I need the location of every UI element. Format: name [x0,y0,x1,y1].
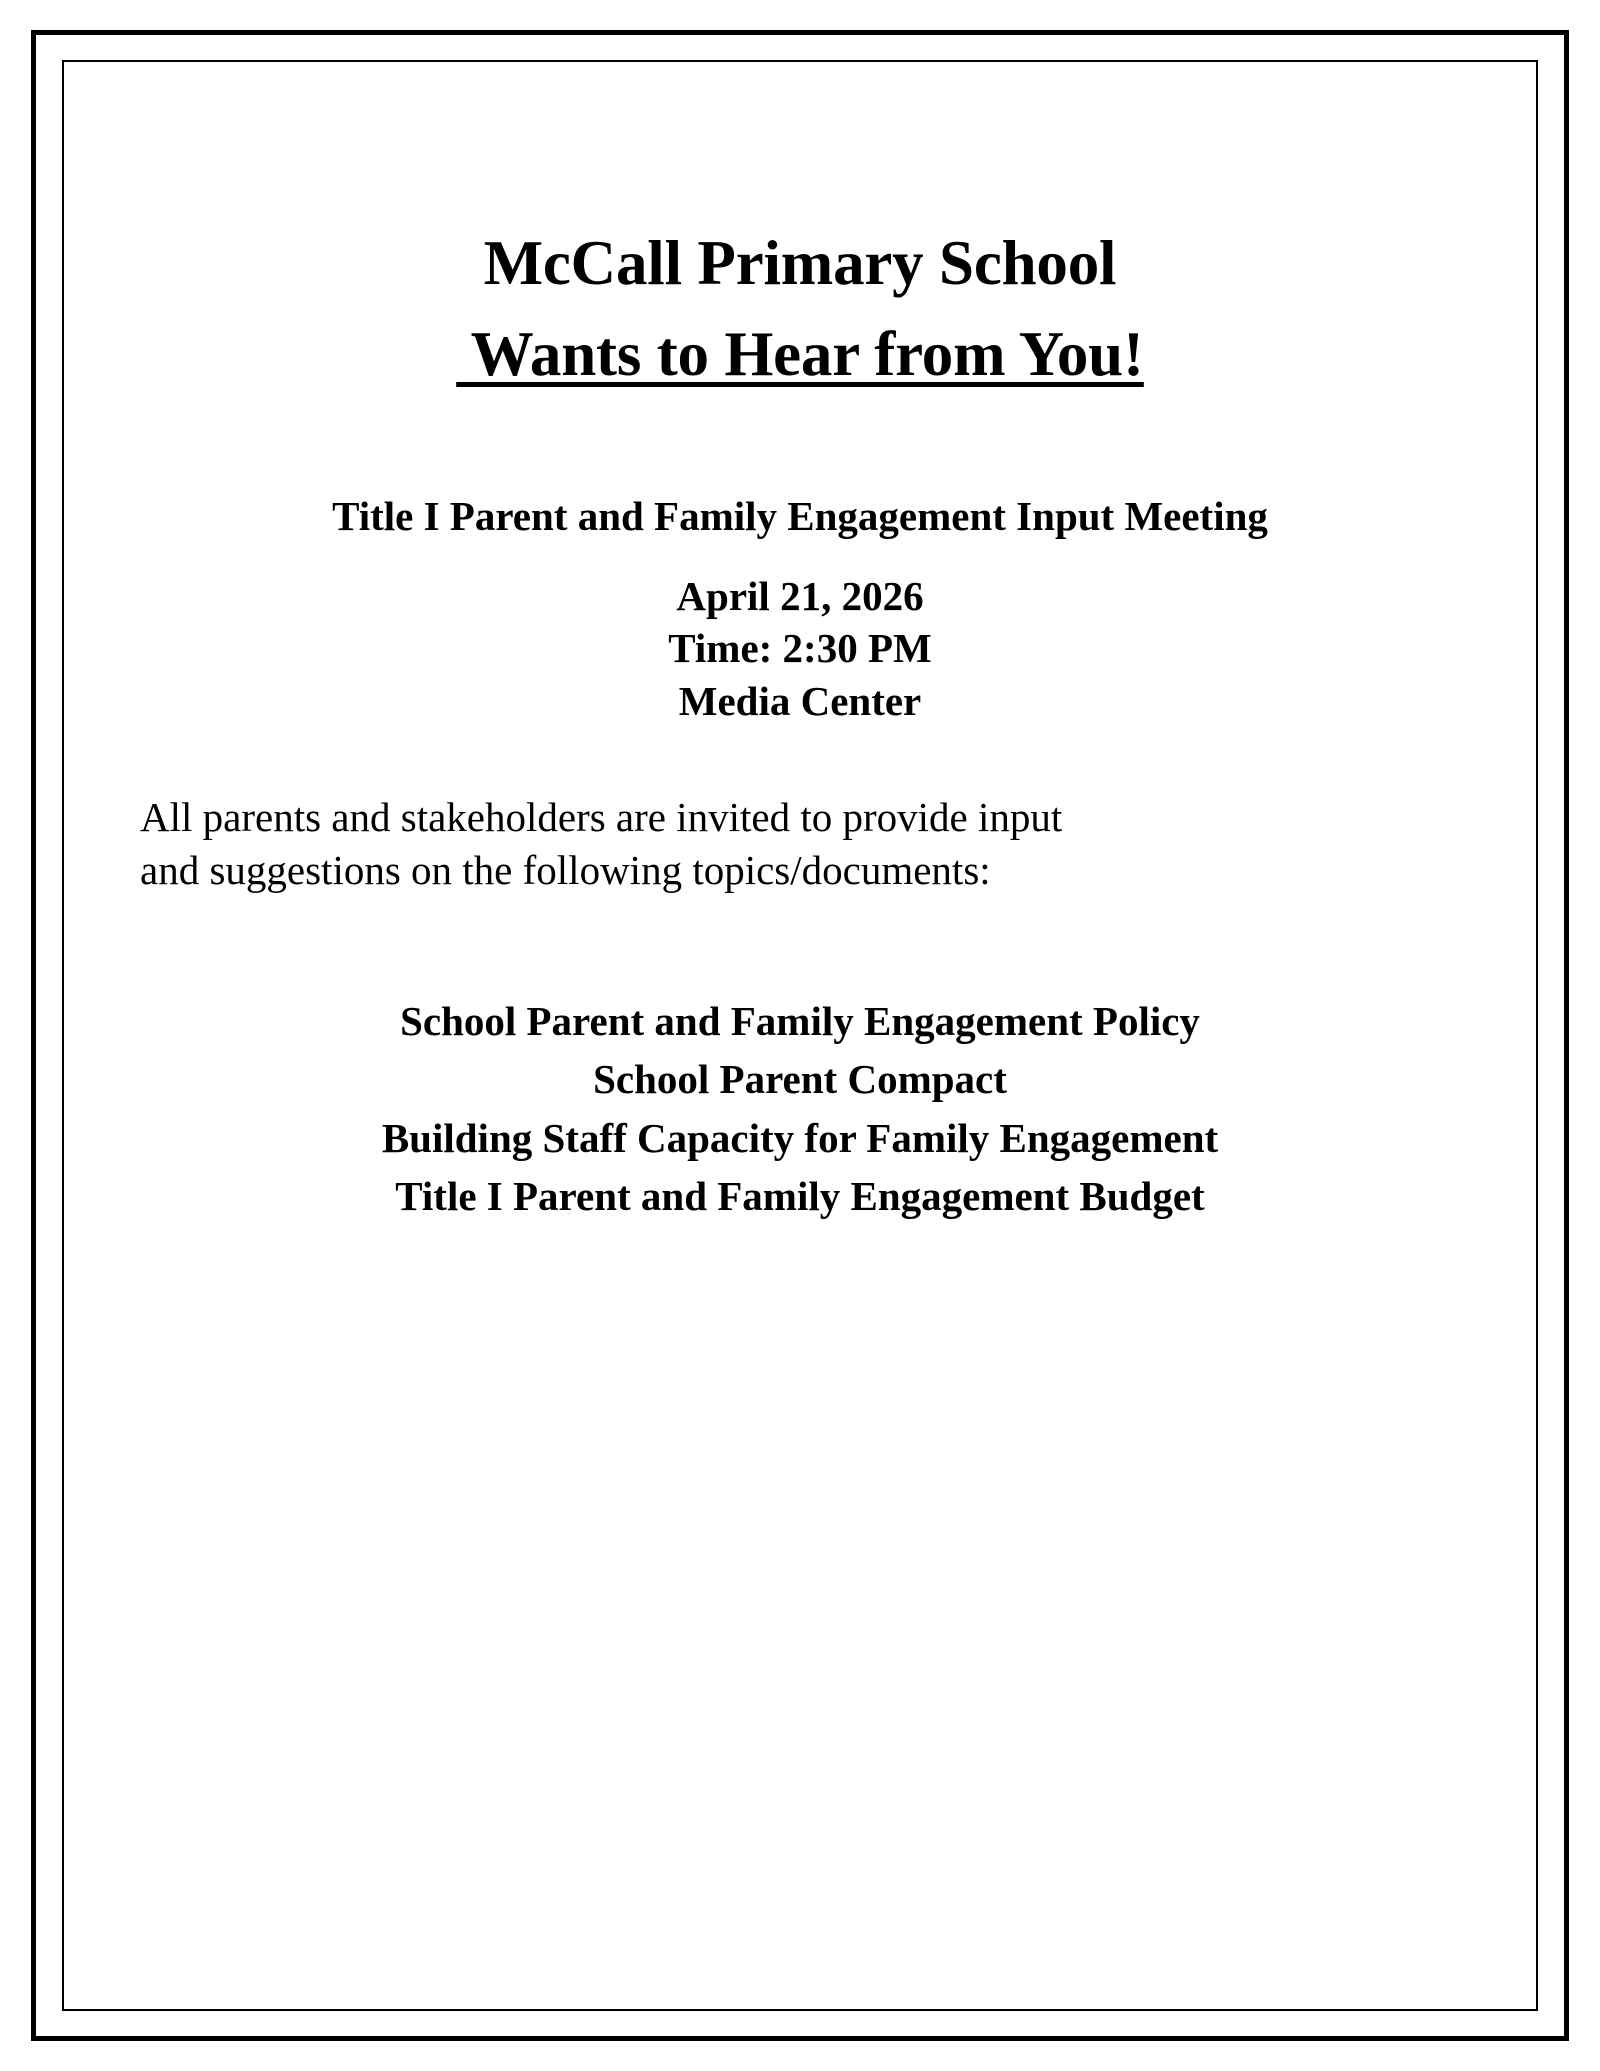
page-title [62,228,1538,389]
title-line-school-name: McCall Primary School [483,228,1117,298]
flyer-content [62,60,1538,2011]
intro-paragraph [62,791,1538,896]
meeting-subtitle: Title I Parent and Family Engagement Input Meeting [332,493,1268,539]
list-item: Title I Parent and Family Engagement Budget [395,1172,1205,1219]
meeting-location: Media Center [678,677,922,724]
list-item: School Parent Compact [593,1056,1007,1103]
topics-list [62,992,1538,1225]
meeting-details-block [62,570,1538,727]
list-item: Building Staff Capacity for Family Engagement [381,1114,1219,1161]
meeting-date: April 21, 2026 [676,572,924,619]
title-line-tagline: Wants to Hear from You! [456,319,1144,389]
list-item: School Parent and Family Engagement Policy [400,998,1200,1045]
intro-paragraph-line: and suggestions on the following topics/documents: [140,846,991,893]
meeting-time: Time: 2:30 PM [668,625,932,672]
bottom-whitespace [62,1225,1538,1705]
intro-paragraph-line: All parents and stakeholders are invited to provide input [140,794,1063,841]
